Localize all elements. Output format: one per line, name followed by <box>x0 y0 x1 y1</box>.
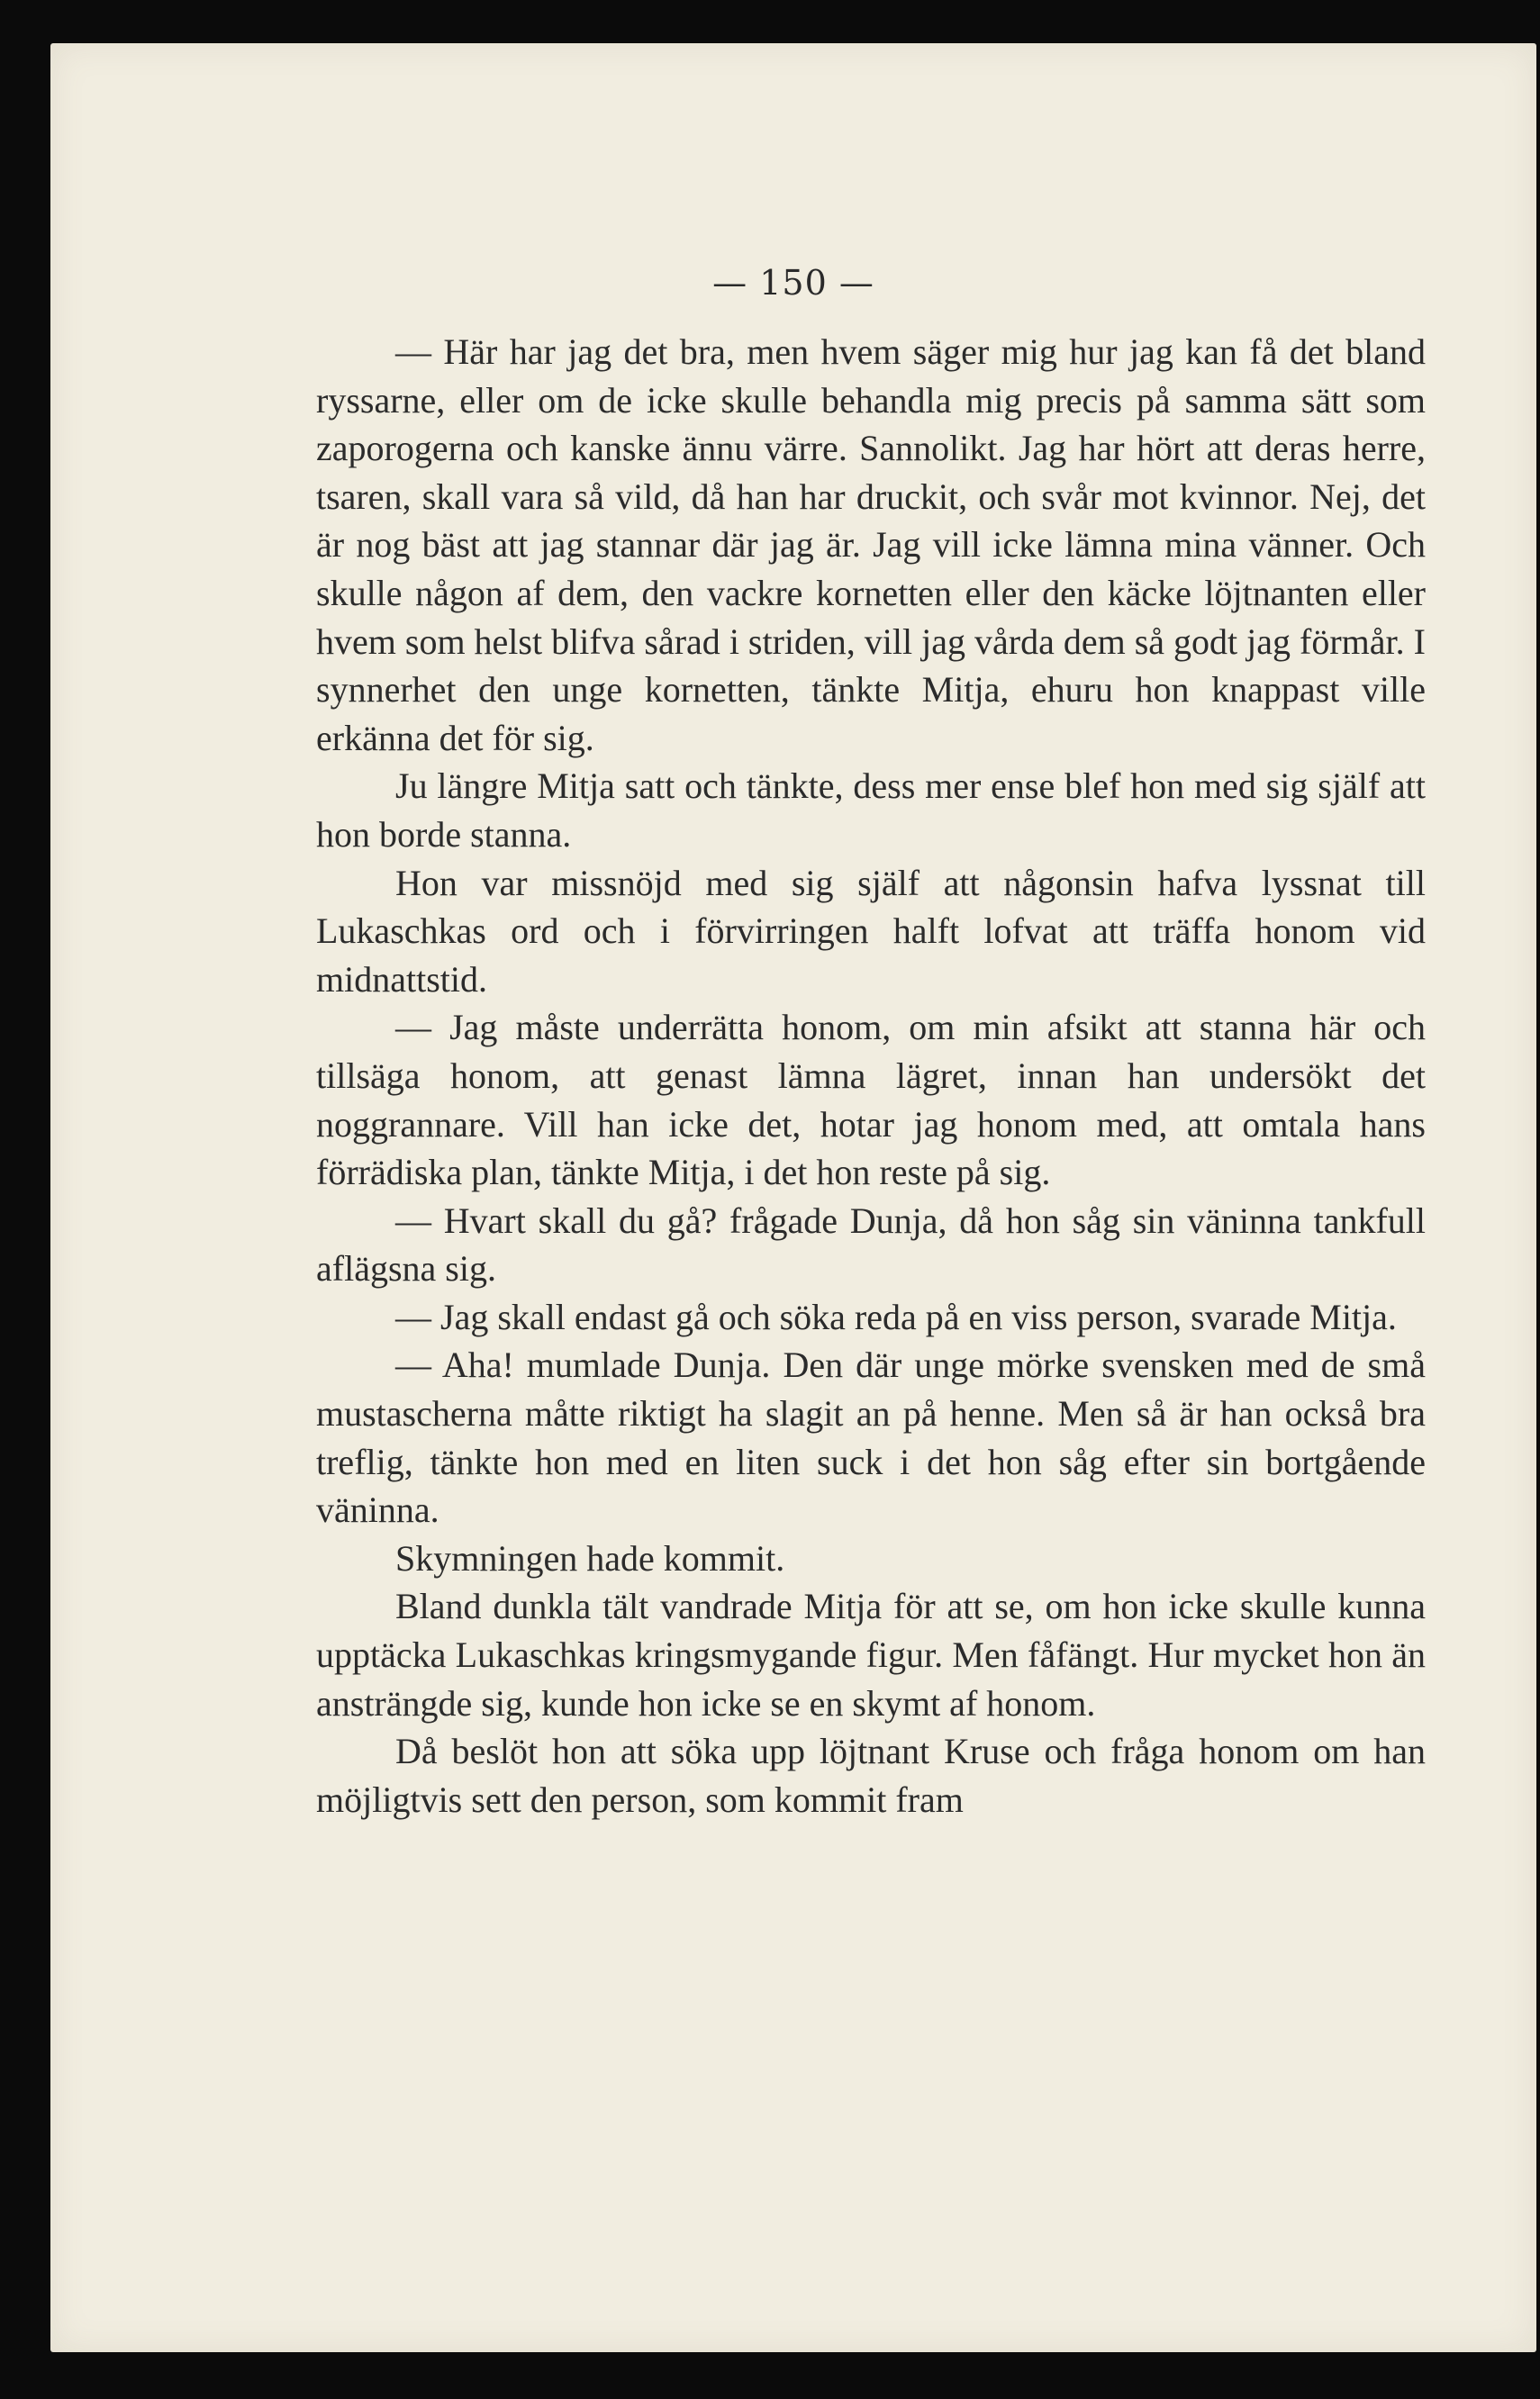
paragraph: Bland dunkla tält vandrade Mitja för att se, om hon icke skulle kunna upptäcka Lukaschkas kringsmygande figur. Men fåfängt. Hur mycket hon än ansträngde sig, kunde hon icke se en skymt af honom. <box>316 1586 1426 1724</box>
body-text <box>316 328 1426 1824</box>
paragraph: — Jag skall endast gå och söka reda på en viss person, svarade Mitja. <box>395 1296 1397 1337</box>
paragraph: Hon var missnöjd med sig själf att någonsin hafva lyssnat till Lukaschkas ord och i förvirringen halft lofvat att träffa honom vid midnattstid. <box>316 862 1426 1000</box>
paragraph: Ju längre Mitja satt och tänkte, dess mer ense blef hon med sig själf att hon borde stanna. <box>316 765 1426 855</box>
paragraph: — Här har jag det bra, men hvem säger mig hur jag kan få det bland ryssarne, eller om de icke skulle behandla mig precis på samma sätt som zaporogerna och kanske ännu värre. Sannolikt. Jag har hört att deras herre, tsaren, skall vara så vild, då han har druckit, och svår mot kvinnor. Nej, det är nog bäst att jag stannar där jag är. Jag vill icke lämna mina vänner. Och skulle någon af dem, den vackre kornetten eller den käcke löjtnanten eller hvem som helst blifva sårad i striden, vill jag vårda dem så godt jag förmår. I synnerhet den unge kornetten, tänkte Mitja, ehuru hon knappast ville erkänna det för sig. <box>316 331 1426 758</box>
book-page <box>50 43 1536 2352</box>
paragraph: Då beslöt hon att söka upp löjtnant Kruse och fråga honom om han möjligtvis sett den person, som kommit fram <box>316 1731 1426 1820</box>
page-number: — 150 — <box>712 263 874 303</box>
paragraph: Skymningen hade kommit. <box>395 1537 785 1579</box>
paragraph: — Jag måste underrätta honom, om min afsikt att stanna här och tillsäga honom, att genast lämna lägret, innan han undersökt det noggrannare. Vill han icke det, hotar jag honom med, att omtala hans förrädiska plan, tänkte Mitja, i det hon reste på sig. <box>316 1007 1426 1193</box>
paragraph: — Hvart skall du gå? frågade Dunja, då hon såg sin väninna tankfull aflägsna sig. <box>316 1200 1426 1290</box>
paragraph: — Aha! mumlade Dunja. Den där unge mörke svensken med de små mustascherna måtte riktigt ha slagit an på henne. Men så är han också bra treflig, tänkte hon med en liten suck i det hon såg efter sin bortgående väninna. <box>316 1344 1426 1531</box>
